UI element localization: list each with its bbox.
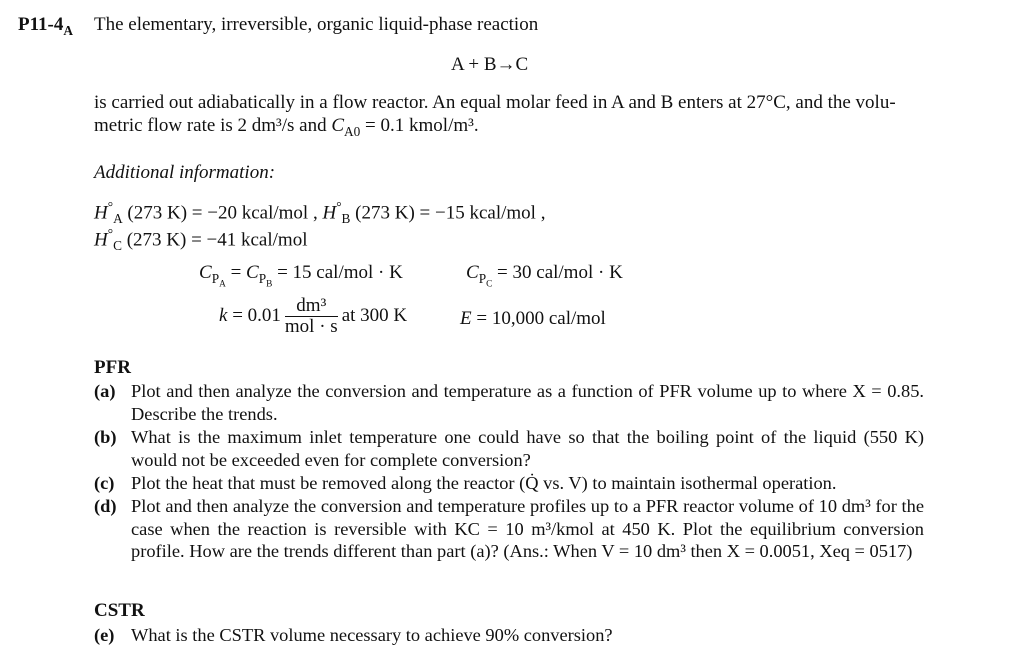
question-c: (c) Plot the heat that must be removed along the reactor (Q̇ vs. V) to maintain isothermal operation. — [94, 473, 837, 493]
heat-capacity-ab: $C_{P_A} = C_{P_B} = 15$ cal/mol · K — [199, 262, 403, 290]
question-b: (b) What is the maximum inlet temperature one could have so that the boiling point of the liquid (550 K) would not be exceeded even for complete conversion? — [94, 427, 924, 470]
cstr-heading: CSTR — [94, 600, 145, 621]
question-e: (e) What is the CSTR volume necessary to achieve 90% conversion? — [94, 625, 613, 645]
description-line-2: metric flow rate is 2 dm³/s and $C_{A0} = 0.1$ kmol/m³. — [94, 115, 479, 139]
rate-constant: k = 0.01 $\frac{\text{dm³}}{\text{mol · s}}$ at 300 K — [219, 295, 408, 337]
enthalpy-line-2: $H^\circ_C$ (273 K) = −41 kcal/mol — [94, 226, 308, 254]
reaction-equation: A + B→C — [451, 54, 529, 75]
enthalpy-line-1: $H^\circ_A$ (273 K) = −20 kcal/mol , $H^\circ_B$ (273 K) = −15 kcal/mol , — [94, 199, 546, 227]
description-line-1: is carried out adiabatically in a flow reactor. An equal molar feed in A and B enters at 27°C, and the volu- — [94, 92, 896, 113]
pfr-heading: PFR — [94, 357, 131, 378]
additional-info-heading: Additional information: — [94, 162, 276, 183]
question-d: (d) Plot and then analyze the conversion and temperature profiles up to a PFR reactor volume of 10 dm³ for the case when the reaction is reversible with KC = 10 m³/kmol at 450 K. Plot the equilibrium conversion profile. How are the trends different than part (a)? (Ans.: When V = 10 dm³ then X = 0.0051, Xeq = 0517) — [94, 496, 924, 562]
problem-number: $P11-4_A$ — [18, 14, 73, 38]
problem-intro: The elementary, irreversible, organic liquid-phase reaction — [94, 14, 539, 35]
question-a: (a) Plot and then analyze the conversion and temperature as a function of PFR volume up to where X = 0.85. Describe the trends. — [94, 381, 924, 424]
rate-constant-units: $\frac{\text{dm³}}{\text{mol · s}}$ — [284, 295, 338, 337]
activation-energy: E = 10,000 cal/mol — [460, 308, 606, 329]
heat-capacity-c: $C_{P_C} = 30$ cal/mol · K — [466, 262, 623, 290]
